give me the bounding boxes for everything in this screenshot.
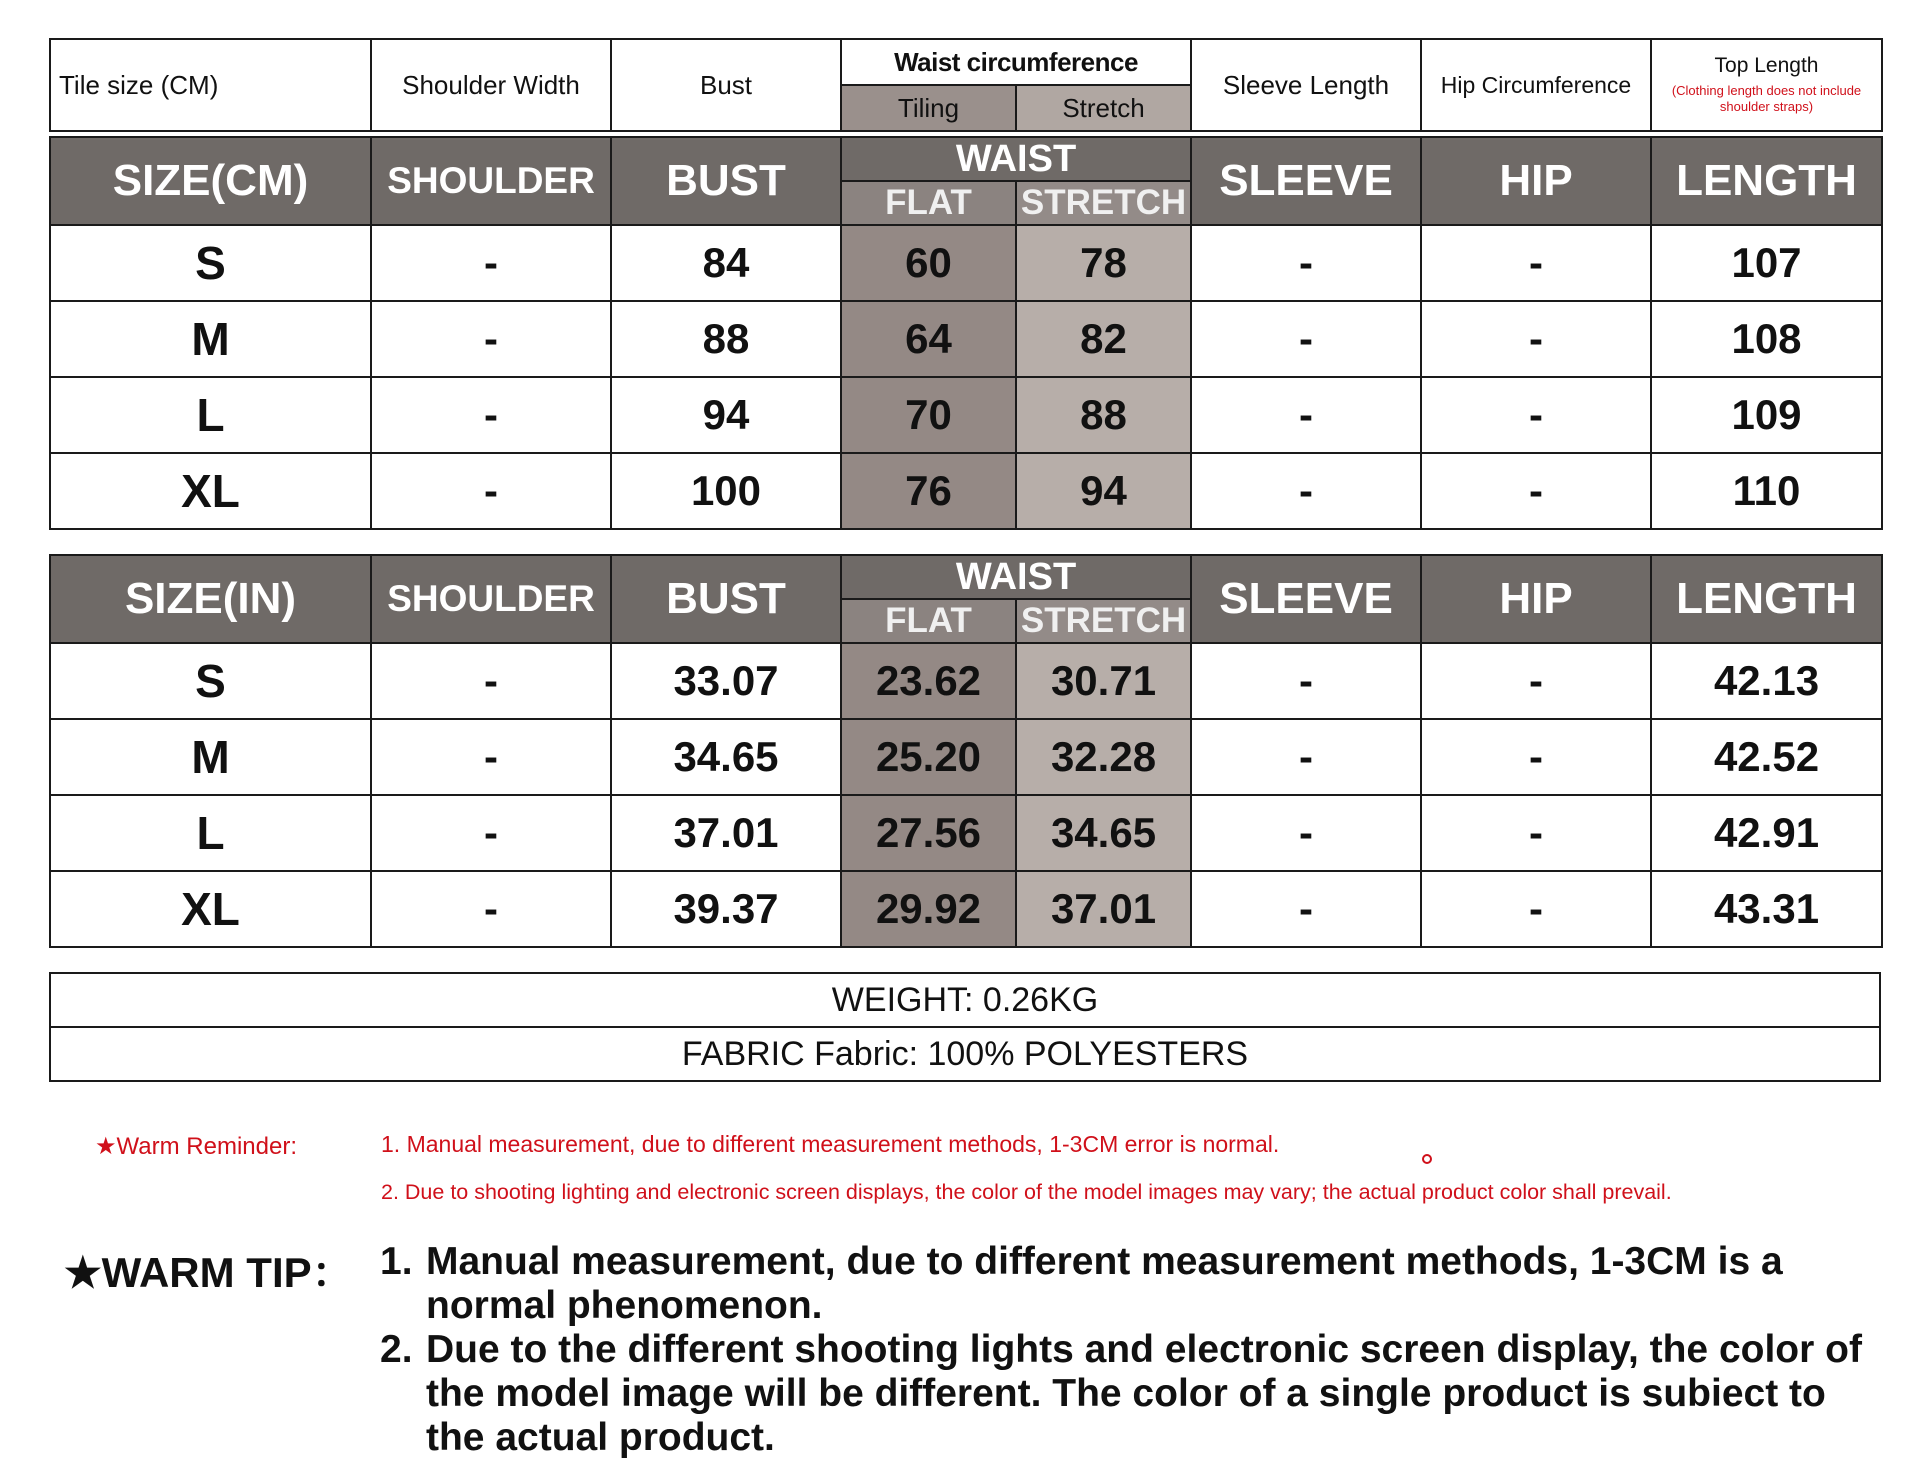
row-sleeve: -	[1191, 871, 1421, 947]
cm-header-length: LENGTH	[1651, 137, 1882, 225]
row-waist-stretch: 82	[1016, 301, 1191, 377]
row-length: 108	[1651, 301, 1882, 377]
label-table	[49, 38, 1883, 132]
row-sleeve: -	[1191, 453, 1421, 529]
cm-header-stretch: STRETCH	[1016, 181, 1191, 225]
row-bust: 84	[611, 225, 841, 301]
row-size: S	[50, 643, 371, 719]
table-row	[50, 871, 1882, 947]
label-waist: Waist circumference	[841, 39, 1191, 85]
tip-number: 1.	[380, 1240, 413, 1283]
warm-tip-label: ★WARM TIP：	[64, 1249, 354, 1296]
row-shoulder: -	[371, 453, 611, 529]
table-row	[50, 453, 1882, 529]
list-item	[380, 1240, 1880, 1328]
row-shoulder: -	[371, 871, 611, 947]
row-bust: 94	[611, 377, 841, 453]
row-waist-flat: 70	[841, 377, 1016, 453]
in-header-stretch: STRETCH	[1016, 599, 1191, 643]
row-hip: -	[1421, 795, 1651, 871]
in-header-length: LENGTH	[1651, 555, 1882, 643]
row-waist-stretch: 94	[1016, 453, 1191, 529]
row-shoulder: -	[371, 795, 611, 871]
info-table	[49, 972, 1881, 1082]
size-table-cm	[49, 136, 1883, 530]
in-header-sleeve: SLEEVE	[1191, 555, 1421, 643]
row-hip: -	[1421, 377, 1651, 453]
row-waist-flat: 25.20	[841, 719, 1016, 795]
row-bust: 100	[611, 453, 841, 529]
in-header-flat: FLAT	[841, 599, 1016, 643]
row-bust: 88	[611, 301, 841, 377]
table-row	[50, 719, 1882, 795]
row-waist-stretch: 30.71	[1016, 643, 1191, 719]
row-shoulder: -	[371, 643, 611, 719]
row-waist-flat: 23.62	[841, 643, 1016, 719]
row-size: L	[50, 795, 371, 871]
row-waist-stretch: 34.65	[1016, 795, 1191, 871]
row-waist-stretch: 32.28	[1016, 719, 1191, 795]
row-sleeve: -	[1191, 301, 1421, 377]
row-bust: 34.65	[611, 719, 841, 795]
row-hip: -	[1421, 225, 1651, 301]
warm-tip-list	[380, 1240, 1880, 1460]
cm-header-sleeve: SLEEVE	[1191, 137, 1421, 225]
warm-reminder-label: ★Warm Reminder:	[95, 1133, 297, 1160]
in-header-waist: WAIST	[841, 555, 1191, 599]
cm-header-hip: HIP	[1421, 137, 1651, 225]
fabric-text: FABRIC Fabric: 100% POLYESTERS	[50, 1027, 1880, 1081]
row-shoulder: -	[371, 225, 611, 301]
warm-reminder-line-1: 1. Manual measurement, due to different measurement methods, 1-3CM error is normal.	[381, 1131, 1280, 1157]
row-hip: -	[1421, 301, 1651, 377]
row-sleeve: -	[1191, 719, 1421, 795]
row-hip: -	[1421, 871, 1651, 947]
row-size: L	[50, 377, 371, 453]
row-waist-stretch: 37.01	[1016, 871, 1191, 947]
row-size: M	[50, 719, 371, 795]
label-hip: Hip Circumference	[1421, 39, 1651, 131]
tip-text: Due to the different shooting lights and electronic screen display, the color of the model image will be different. The color of a single product is subiect to the actual product.	[426, 1328, 1862, 1459]
tip-text: Manual measurement, due to different measurement methods, 1-3CM is a normal phenomenon.	[426, 1240, 1783, 1327]
row-size: S	[50, 225, 371, 301]
table-row	[50, 795, 1882, 871]
row-length: 43.31	[1651, 871, 1882, 947]
cm-header-shoulder: SHOULDER	[371, 137, 611, 225]
cm-header-size: SIZE(CM)	[50, 137, 371, 225]
row-waist-flat: 64	[841, 301, 1016, 377]
row-bust: 33.07	[611, 643, 841, 719]
in-header-bust: BUST	[611, 555, 841, 643]
row-waist-flat: 60	[841, 225, 1016, 301]
table-row	[50, 301, 1882, 377]
table-row	[50, 225, 1882, 301]
row-waist-flat: 76	[841, 453, 1016, 529]
table-row	[50, 643, 1882, 719]
row-hip: -	[1421, 719, 1651, 795]
row-sleeve: -	[1191, 225, 1421, 301]
row-length: 42.52	[1651, 719, 1882, 795]
size-table-in	[49, 554, 1883, 948]
row-length: 107	[1651, 225, 1882, 301]
list-item	[380, 1328, 1880, 1460]
row-length: 109	[1651, 377, 1882, 453]
row-size: XL	[50, 453, 371, 529]
row-size: XL	[50, 871, 371, 947]
label-waist-stretch: Stretch	[1016, 85, 1191, 131]
row-shoulder: -	[371, 301, 611, 377]
cm-header-bust: BUST	[611, 137, 841, 225]
row-size: M	[50, 301, 371, 377]
label-waist-flat: Tiling	[841, 85, 1016, 131]
table-row	[50, 377, 1882, 453]
label-sleeve: Sleeve Length	[1191, 39, 1421, 131]
row-bust: 37.01	[611, 795, 841, 871]
row-waist-flat: 27.56	[841, 795, 1016, 871]
row-sleeve: -	[1191, 643, 1421, 719]
label-top-length-note: (Clothing length does not include shoulder straps)	[1671, 83, 1862, 114]
in-header-shoulder: SHOULDER	[371, 555, 611, 643]
row-length: 110	[1651, 453, 1882, 529]
row-sleeve: -	[1191, 795, 1421, 871]
row-waist-stretch: 88	[1016, 377, 1191, 453]
row-shoulder: -	[371, 377, 611, 453]
label-size: Tile size (CM)	[50, 39, 371, 131]
row-shoulder: -	[371, 719, 611, 795]
tip-number: 2.	[380, 1328, 413, 1371]
in-header-size: SIZE(IN)	[50, 555, 371, 643]
row-bust: 39.37	[611, 871, 841, 947]
row-waist-flat: 29.92	[841, 871, 1016, 947]
row-length: 42.13	[1651, 643, 1882, 719]
row-hip: -	[1421, 643, 1651, 719]
label-shoulder: Shoulder Width	[371, 39, 611, 131]
label-bust: Bust	[611, 39, 841, 131]
row-length: 42.91	[1651, 795, 1882, 871]
dot-icon	[1422, 1154, 1432, 1164]
label-top-length-cell	[1651, 39, 1882, 131]
row-hip: -	[1421, 453, 1651, 529]
label-top-length: Top Length	[1714, 54, 1819, 77]
row-waist-stretch: 78	[1016, 225, 1191, 301]
cm-header-waist: WAIST	[841, 137, 1191, 181]
row-sleeve: -	[1191, 377, 1421, 453]
weight-text: WEIGHT: 0.26KG	[50, 973, 1880, 1027]
in-header-hip: HIP	[1421, 555, 1651, 643]
cm-header-flat: FLAT	[841, 181, 1016, 225]
warm-reminder-line-2: 2. Due to shooting lighting and electronic screen displays, the color of the model images may vary; the actual product color shall prevail.	[381, 1180, 1672, 1204]
